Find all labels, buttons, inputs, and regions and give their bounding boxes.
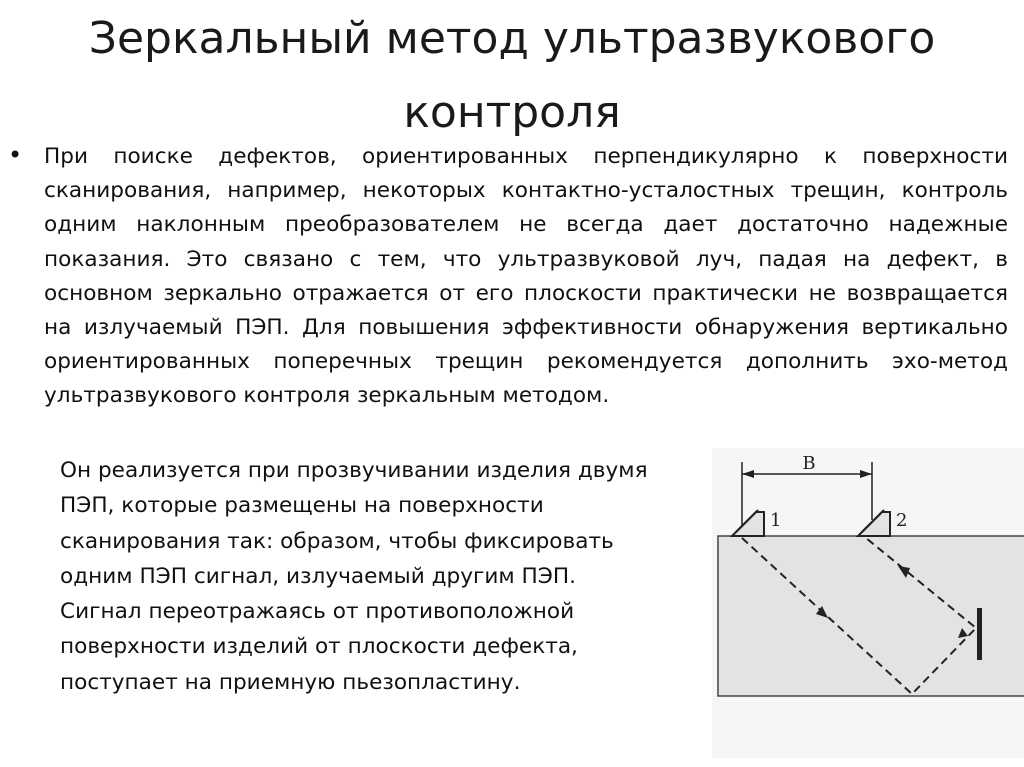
probe-2-label: 2: [896, 510, 908, 531]
bullet-marker: •: [8, 141, 23, 169]
probe-1-label: 1: [770, 510, 782, 531]
slide-title: Зеркальный метод ультразвукового контроля: [88, 13, 936, 138]
dimension-label: B: [802, 453, 816, 474]
method-description: Он реализуется при прозвучивании изделия двумя ПЭП, которые размещены на поверхности сканирования так: образом, чтобы фиксировать одним ПЭП сигнал, излучаемый другим ПЭП. Сигнал переотражаясь от противоположной поверхности изделий от плоскости дефекта, поступает на приемную пьезопластину.: [60, 458, 648, 695]
bullet-paragraph: При поиске дефектов, ориентированных перпендикулярно к поверхности сканирования, например, некоторых контактно-усталостных трещин, контроль одним наклонным преобразователем не всегда дает достаточно надежные показания. Это связано с тем, что ультразвуковой луч, падая на дефект, в основном зеркально отражается от его плоскости практически не возвращается на излучаемый ПЭП. Для повышения эффективности обнаружения вертикально ориентированных поперечных трещин рекомендуется дополнить эхо-метод ультразвукового контроля зеркальным методом.: [44, 144, 1008, 409]
mirror-method-diagram: [712, 448, 1024, 758]
defect-crack: [977, 608, 982, 660]
